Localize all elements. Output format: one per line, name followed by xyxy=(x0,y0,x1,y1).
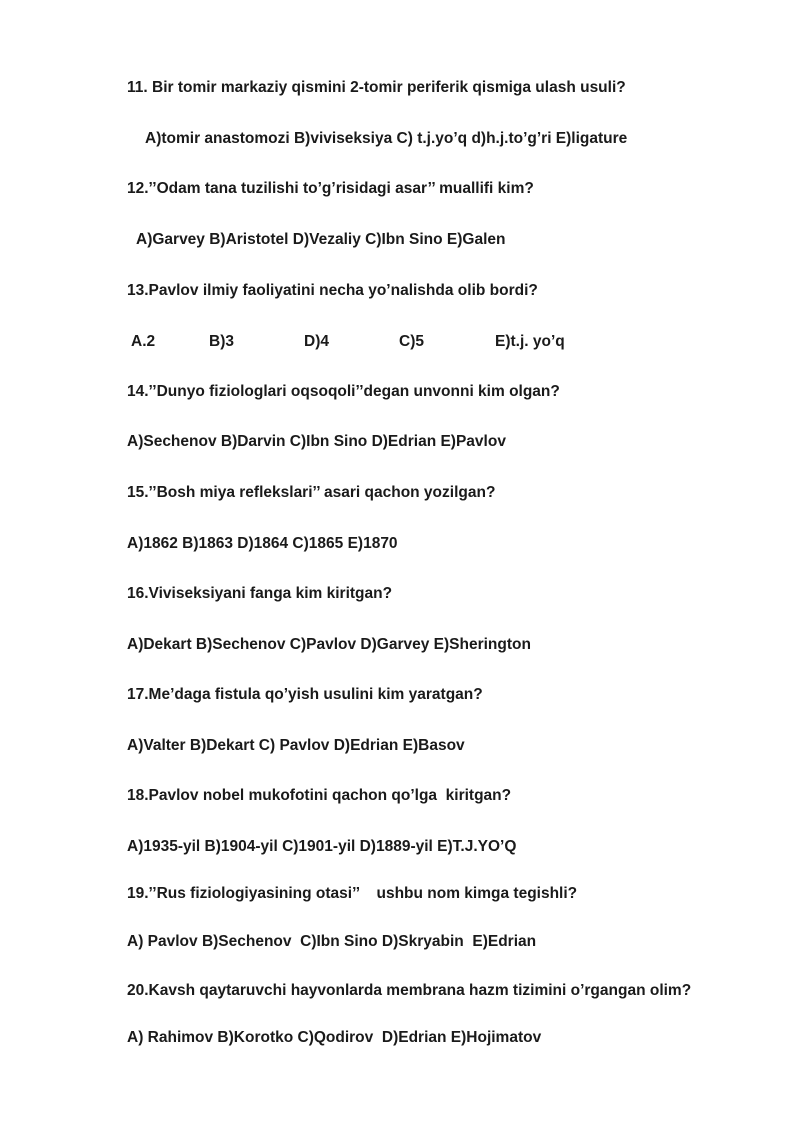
question-15: 15.’’Bosh miya reflekslari’’ asari qachon yozilgan? xyxy=(127,484,496,501)
question-19: 19.’’Rus fiziologiyasining otasi’’ ushbu nom kimga tegishli? xyxy=(127,885,578,902)
answer-option: C)5 xyxy=(399,333,424,350)
answers-19: A) Pavlov B)Sechenov C)Ibn Sino D)Skryabin E)Edrian xyxy=(127,933,537,950)
question-17: 17.Me’daga fistula qo’yish usulini kim yaratgan? xyxy=(127,686,483,703)
answers-20: A) Rahimov B)Korotko C)Qodirov D)Edrian E)Hojimatov xyxy=(127,1029,542,1046)
question-12: 12.’’Odam tana tuzilishi to’g’risidagi asar’’ muallifi kim? xyxy=(127,180,534,197)
answers-17: A)Valter B)Dekart C) Pavlov D)Edrian E)Basov xyxy=(127,737,465,754)
answers-15: A)1862 B)1863 D)1864 C)1865 E)1870 xyxy=(127,535,398,552)
answers-11: A)tomir anastomozi B)viviseksiya C) t.j.yo’q d)h.j.to’g’ri E)ligature xyxy=(145,130,628,147)
question-18: 18.Pavlov nobel mukofotini qachon qo’lga kiritgan? xyxy=(127,787,512,804)
question-16: 16.Viviseksiyani fanga kim kiritgan? xyxy=(127,585,393,602)
answer-option: A.2 xyxy=(131,333,156,350)
answers-12: A)Garvey B)Aristotel D)Vezaliy C)Ibn Sino E)Galen xyxy=(136,231,506,248)
answer-option: D)4 xyxy=(304,333,329,350)
answers-16: A)Dekart B)Sechenov C)Pavlov D)Garvey E)Sherington xyxy=(127,636,531,653)
question-13: 13.Pavlov ilmiy faoliyatini necha yo’nalishda olib bordi? xyxy=(127,282,538,299)
question-14: 14.’’Dunyo fiziologlari oqsoqoli’’degan unvonni kim olgan? xyxy=(127,383,560,400)
answers-18: A)1935-yil B)1904-yil C)1901-yil D)1889-yil E)T.J.YO’Q xyxy=(127,838,517,855)
answer-option: B)3 xyxy=(209,333,234,350)
answers-14: A)Sechenov B)Darvin C)Ibn Sino D)Edrian E)Pavlov xyxy=(127,433,506,450)
answer-option: E)t.j. yo’q xyxy=(495,333,565,350)
answers-13 xyxy=(0,332,800,352)
question-11: 11. Bir tomir markaziy qismini 2-tomir periferik qismiga ulash usuli? xyxy=(127,79,626,96)
question-20: 20.Kavsh qaytaruvchi hayvonlarda membrana hazm tizimini o’rgangan olim? xyxy=(127,982,692,999)
